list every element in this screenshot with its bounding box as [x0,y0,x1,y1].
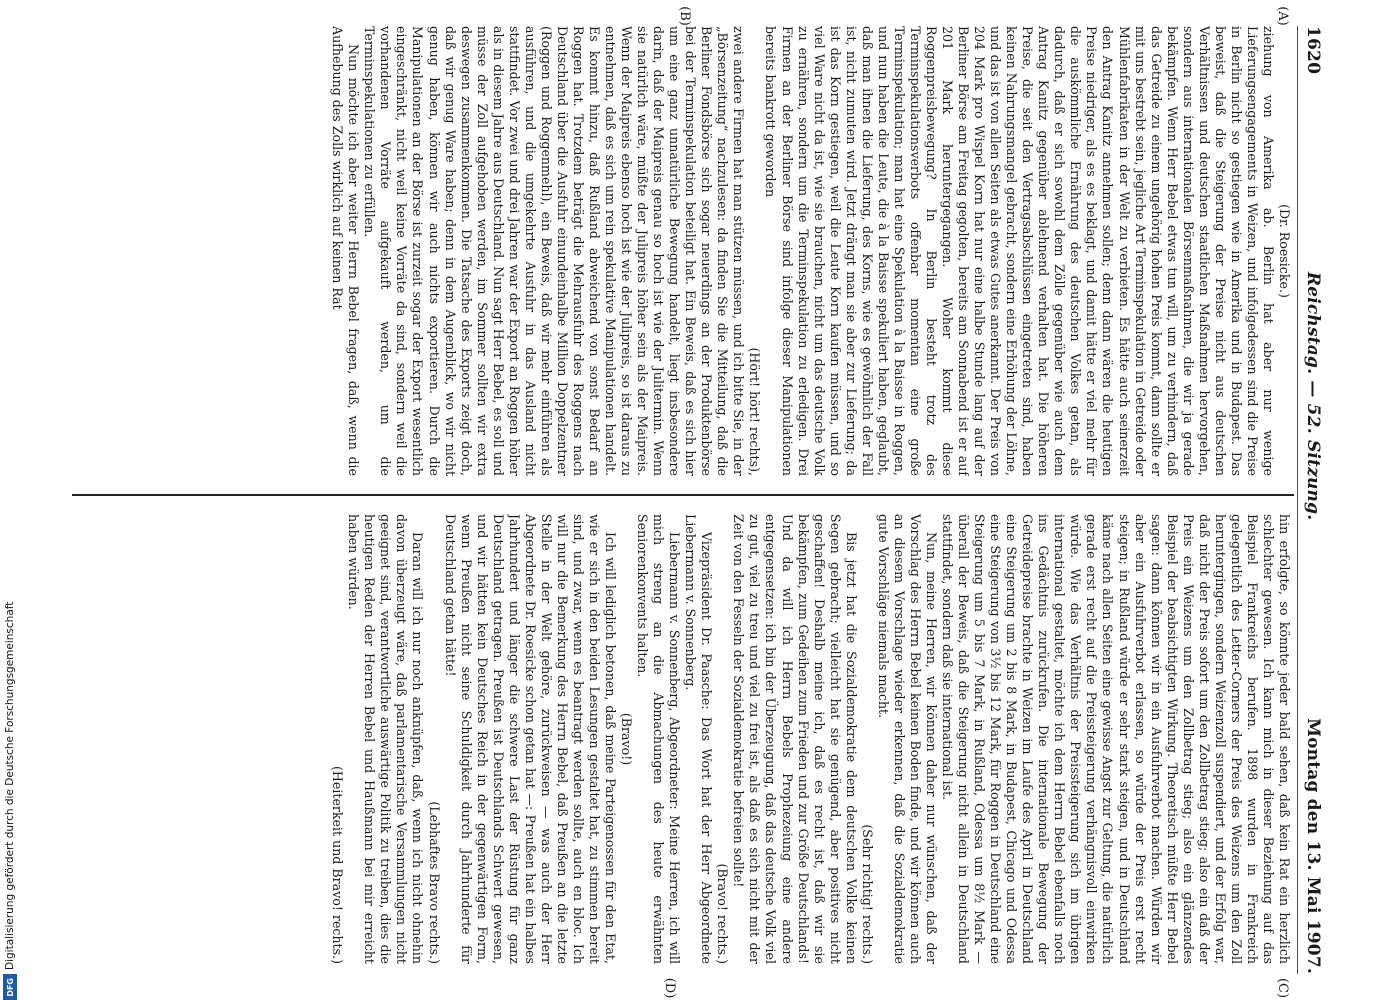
paragraph: Daran will ich nur noch anknüpfen, daß, wenn ich nicht ohnehin davon überzeugt wäre, daß parlamentarische Versammlungen nicht geeignet sind, verantwortliche auswärtige Politik zu treiben, dies die heutigen Reden der Herren Bebel und Haußmann bei mir erreicht haben würden. [346,514,426,964]
speaker-tag: (Dr. Roesicke.) [1277,204,1292,298]
interjection: (Bravo!) [619,712,635,766]
paragraph: Nun, meine Herren, wir können daher nur wünschen, daß der Vorschlag des Herrn Bebel keinen Boden finde, und wir können auch an diesem Vorschlage wieder erkennen, daß die Sozialdemokratie gute Vorschläge niemals macht. [875,514,939,964]
dfg-logo-text: DFG [5,977,15,997]
chair-announcement: Vizepräsident Dr. Paasche: Das Wort hat der Herr Abgeordnete Liebermann v. Sonnenberg. [683,514,715,964]
paragraph: Ich will lediglich betonen, daß meine Parteigenossen für den Etat, wie er sich in den beiden Lesungen gestaltet hat, zu stimmen bereit sind, und zwar, wenn es beantragt werden sollte, auch en bloc. Ich will nur die Bemerkung des Herrn Bebel, daß Preußen an die letzte Stelle in der Welt gehöre, zurückweisen — was auch der Herr Abgeordnete Dr. Roesicke schon getan hat —: Preußen hat ein halbes Jahrhundert und länger die schwere Last der Rüstung für ganz Deutschland getragen. Preußen ist Deutschlands Schwert gewesen, und wir hätten kein Deutsches Reich in der gegenwärtigen Form, wenn Preußen nicht seine Schuldigkeit durch Jahrhunderte für Deutschland getan hätte! [442,514,619,964]
speaker-intro: Liebermann v. Sonnenberg, Abgeordneter: Meine Herren, ich will mich streng an die Abmachungen des heute erwähnten Seniorenkonvents halten. [635,514,683,964]
interjection: (Lebhaftes Bravo rechts.) [426,801,442,964]
dfg-logo [3,974,17,1000]
session-date: Montag den 13. Mai 1907. [1303,718,1323,974]
margin-marker-d: (D) [662,977,677,999]
column-rule [72,494,1294,496]
right-column [72,514,1292,964]
paragraph: Bis jetzt hat die Sozialdemokratie dem deutschen Volke keinen Segen gebracht; vielleicht hat sie genügend, aber positives nicht geschaffen! Deshalb meine ich, daß es recht ist, daß wir sie bekämpfen, zum Gedeihen zum Frieden und zur Größe Deutschlands! Und da will ich Herrn Bebels Prophezeiung eine andere entgegensetzen: ich bin der Überzeugung, daß das deutsche Volk viel zu gut, viel zu treu und viel zu frei ist, als daß es sich nicht mit der Zeit von den Fesseln der Sozialdemokratie befreien sollte! [731,514,859,964]
rotated-page [60,4,1332,999]
footer-credit-bar [0,6,18,997]
paragraph: ziehung von Amerika ab. Berlin hat aber nur wenige Lieferungsengagements in Weizen, und infolgedessen sind die Preise in Berlin nicht so gestiegen wie in Amerika und in Budapest. Das beweist, daß die Steigerung der Preise nicht aus deutschen Verhältnissen und deutschen staatlichen Maßnahmen hervorgehen, sondern aus internationalen Börsenmaßnahmen, die wir ja gerade bekämpfen. Wenn Herr Bebel etwas tun will, um zu verhindern, daß das Getreide zu einem ungehörig hohen Preis kommt, dann sollte er mit uns bestrebt sein, jegliche Art Terminspekulation in Getreide oder Mühlenfabrikaten in der Welt zu verbieten. Es hätte auch seinerzeit den Antrag Kanitz annehmen sollen; denn dann wären die heutigen Preise niedriger, als es es beklagt, und damit hätte er viel mehr für die auskömmliche Ernährung des deutschen Volkes getan, als dadurch, daß er sich sowohl dem Zölle gegenüber wie auch dem Antrag Kanitz gegenüber ablehnend verhalten hat. Die höheren Preise, die seit den Vertragsabschlüssen eingetreten sind, haben keinen Nahrungsmangel gebracht, sondern eine Erhöhung der Löhne, und das ist von allen Seiten als etwas Gutes anerkannt. Der Preis von 204 Mark pro Wispel Korn hat nur eine halbe Stunde lang auf der Berliner Börse am Freitag gegolten, bereits am Sonnabend ist er auf 201 Mark heruntergegangen. Woher kommt diese Roggenpreisbewegung? In Berlin besteht trotz des Terminspekulationsverbots offenbar momentan eine große Terminspekulation; man hat eine Spekulation à la Baisse in Roggen, und nun haben die Leute, die à la Baisse spekuliert haben, geglaubt, daß man ihnen die Lieferung, des Korns, wie es gewöhnlich der Fall ist, nicht zumuten wird. Jetzt drängt man sie aber zur Lieferung; da ist das Korn gestiegen, weil die Leute Korn kaufen müssen, und so viel Ware nicht da ist, wie sie brauchen, nicht um das deutsche Volk zu ernähren, sondern um die Terminspekulation zu erledigen. Drei Firmen an der Berliner Börse sind infolge dieser Manipulationen bereits bankrott geworden [763,26,1276,476]
margin-marker-c: (C) [1275,977,1290,999]
session-title: Reichstag. — 52. Sitzung. [1303,271,1323,521]
paragraph: Nun möchte ich aber weiter Herrn Bebel fragen, daß, wenn die Aufhebung des Zolls wirklich auf keinen Rat [330,26,362,476]
page-header [1300,26,1326,974]
digitization-credit: Digitalisierung gefördert durch die Deutsche Forschungsgemeinschaft [4,601,16,970]
interjection: (Heiterkeit und Bravo! rechts.) [330,766,346,964]
page-number: 1620 [1303,26,1323,75]
paragraph: hin erfolgte, so könnte jeder bald sehen, daß kein Rat ein herzlich schlechter gewesen. Ich kann mich in dieser Beziehung auf das Beispiel Frankreichs berufen. 1898 wurden in Frankreich gelegentlich des Letter-Corners der Preis des Weizens um den Zoll heruntergingen, sondern Weizenzoll suspendiert, und der Erfolg war, daß nicht der Preis sofort um den Zollbetrag stieg; also ein daß der Preis ein Weizens um den Zollbetrag stieg; also ein glänzendes Beispiel der beabsichtigten Wirkung. Theoretisch müßte Herr Bebel sagen: dann können wir in ein Ausfuhrverbot machen. Würden wir aber ein Ausfuhrverbot erlassen, so würde der Preis erst recht steigen; in Rußland würde er sehr stark steigen, und in Deutschland käme nach allen Seiten eine gewisse Angst zur Geltung, die natürlich gerade erst recht auf die Preissteigerung verhängnisvoll einwirken würde. Wie das Verhältnis der Preissteigerung sich im übrigen international gestaltet, möchte ich dem Herrn Bebel ebenfalls noch ins Gedächtnis zurückrufen. Die internationale Bewegung der Getreidepreise brachte in Weizen im Laufe des April in Deutschland eine Steigerung um 2 bis 8 Mark, in Budapest, Chicago und Odessa eine Steigerung von 3½ bis 12 Mark, für Roggen in Deutschland eine Steigerung um 5 bis 7 Mark, in Rußland, Odessa um 8½ Mark — überall der Beweis, daß die Steigerung nicht allein in Deutschland stattfindet, sondern daß sie international ist. [940,514,1292,964]
header-rule [1297,26,1298,974]
interjection: (Sehr richtig! rechts.) [859,824,875,964]
margin-marker-b: (B) [677,6,692,26]
interjection: (Hört! hört! rechts), [747,347,763,476]
margin-marker-a: (A) [1275,6,1290,26]
interjection: (Bravo! rechts.) [715,863,731,964]
left-column [72,26,1292,476]
paragraph: zwei andere Firmen hat man stützen müssen, und ich bitte Sie, in der „Börsenzeitung“ nachzulesen: da finden Sie die Mitteilung, daß die Berliner Fondsbörse sich sogar neuerdings an der Produktenbörse bei der Terminspekulation beteiligt hat. Ein Beweis, daß es sich hier um eine ganz unnatürliche Bewegung handelt, liegt insbesondere darin, daß der Maipreis genau so hoch ist wie der Julitermin. Wenn sie natürlich wäre, müßte der Julipreis höher sein als der Maipreis. Wenn der Maipreis ebenso hoch ist wie der Julipreis, so ist daraus zu entnehmen, daß es sich um rein spekulative Manipulationen handelt. Es kommt hinzu, daß Rußland abweichend von sonst Bedarf an Roggen hat. Trotzdem beträgt die Mehrausfuhr des Roggens nach Deutschland über die Ausfuhr einundeinhalbe Million Doppelzentner (Roggen und Roggenmehl), ein Beweis, daß wir mehr einführen als ausführen, und die umgekehrte Ausfuhr in das Ausland nicht stattfindet. Vor zwei und drei Jahren war der Export an Roggen höher als in diesem Jahre aus Deutschland. Nun sagt Herr Bebel, es soll und müsse der Zoll aufgehoben werden, im Sommer sollten wir extra deswegen zusammenkommen. Die Tatsache des Exports zeigt doch, daß wir genug Ware haben; denn in dem Augenblick, wo wir nicht genug haben, können wir auch nichts exportieren. Durch die Manipulationen an der Börse ist zurzeit sogar der Export wesentlich eingeschränkt, nicht weil keine Vorräte da sind, sondern weil die vorhandenen Vorräte aufgekauft werden, um die Terminspekulationen zu erfüllen. [362,26,747,476]
